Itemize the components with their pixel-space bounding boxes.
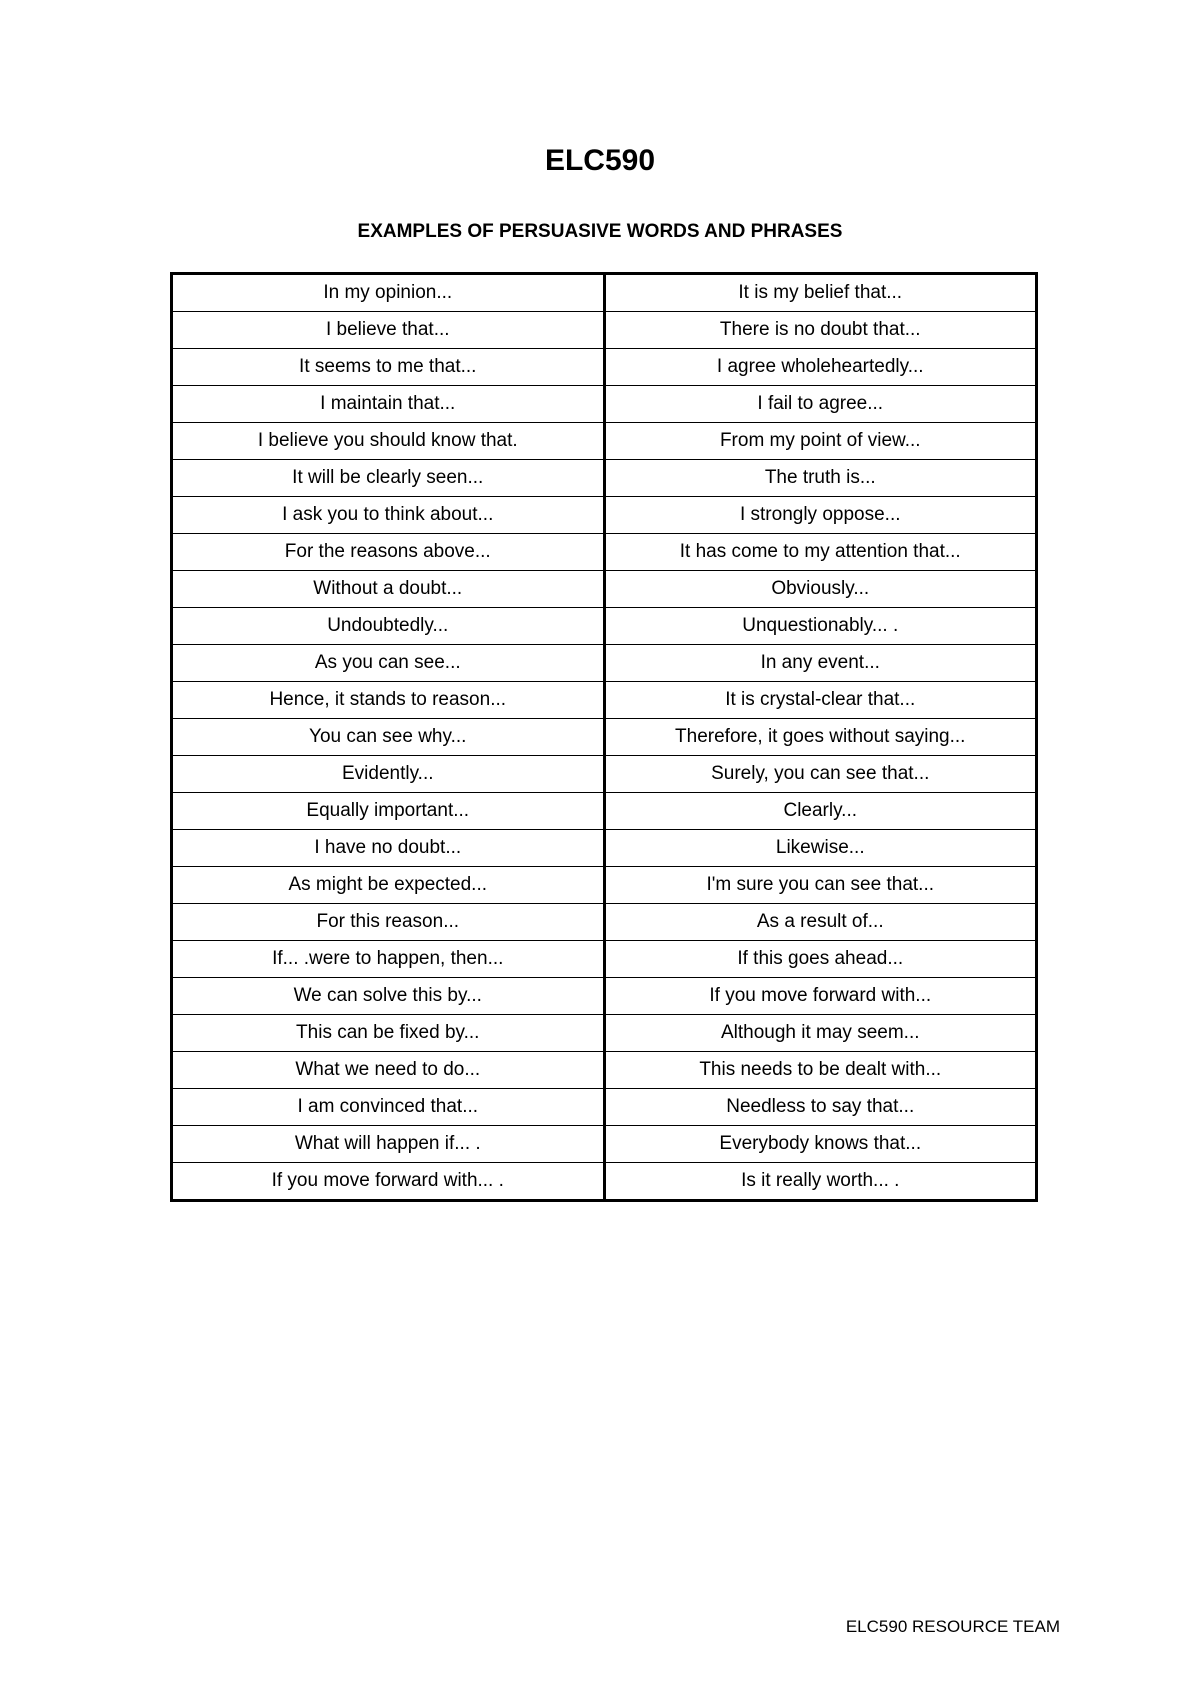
table-row (172, 867, 1037, 904)
table-row (172, 1089, 1037, 1126)
phrase-cell-right: Everybody knows that... (604, 1126, 1037, 1163)
phrase-cell-right: I'm sure you can see that... (604, 867, 1037, 904)
phrase-cell-left: Equally important... (172, 793, 605, 830)
phrase-cell-left: I ask you to think about... (172, 497, 605, 534)
table-row (172, 793, 1037, 830)
phrase-cell-left: For this reason... (172, 904, 605, 941)
table-row (172, 1163, 1037, 1201)
phrase-cell-left: I believe that... (172, 312, 605, 349)
footer-text: ELC590 RESOURCE TEAM (845, 1617, 1060, 1636)
phrase-cell-left: This can be fixed by... (172, 1015, 605, 1052)
phrase-cell-left: What we need to do... (172, 1052, 605, 1089)
phrase-cell-right: In any event... (604, 645, 1037, 682)
phrase-cell-right: The truth is... (604, 460, 1037, 497)
phrase-cell-right: It has come to my attention that... (604, 534, 1037, 571)
phrase-cell-left: We can solve this by... (172, 978, 605, 1015)
phrase-cell-right: I strongly oppose... (604, 497, 1037, 534)
page-subtitle: EXAMPLES OF PERSUASIVE WORDS AND PHRASES (357, 221, 843, 242)
phrase-cell-right: Unquestionably... . (604, 608, 1037, 645)
phrase-cell-right: From my point of view... (604, 423, 1037, 460)
phrases-table (170, 272, 1038, 1202)
phrase-cell-right: If you move forward with... (604, 978, 1037, 1015)
phrase-cell-right: There is no doubt that... (604, 312, 1037, 349)
phrase-cell-left: I maintain that... (172, 386, 605, 423)
table-row (172, 978, 1037, 1015)
table-row (172, 386, 1037, 423)
table-row (172, 274, 1037, 312)
table-row (172, 460, 1037, 497)
table-row (172, 534, 1037, 571)
table-row (172, 1015, 1037, 1052)
page-title: ELC590 (544, 144, 656, 177)
table-row (172, 1126, 1037, 1163)
phrase-cell-right: I fail to agree... (604, 386, 1037, 423)
phrase-cell-right: Clearly... (604, 793, 1037, 830)
table-row (172, 830, 1037, 867)
phrase-cell-right: If this goes ahead... (604, 941, 1037, 978)
phrase-cell-left: As you can see... (172, 645, 605, 682)
table-row (172, 645, 1037, 682)
phrase-cell-right: It is my belief that... (604, 274, 1037, 312)
phrase-cell-right: As a result of... (604, 904, 1037, 941)
phrase-cell-left: You can see why... (172, 719, 605, 756)
table-row (172, 312, 1037, 349)
table-row (172, 1052, 1037, 1089)
phrase-cell-left: In my opinion... (172, 274, 605, 312)
table-row (172, 349, 1037, 386)
phrase-cell-right: Surely, you can see that... (604, 756, 1037, 793)
phrase-cell-left: Undoubtedly... (172, 608, 605, 645)
table-row (172, 608, 1037, 645)
table-row (172, 904, 1037, 941)
phrases-table-body (172, 274, 1037, 1201)
phrase-cell-left: As might be expected... (172, 867, 605, 904)
phrase-cell-right: Obviously... (604, 571, 1037, 608)
phrase-cell-left: If... .were to happen, then... (172, 941, 605, 978)
table-row (172, 941, 1037, 978)
table-row (172, 719, 1037, 756)
phrase-cell-left: I have no doubt... (172, 830, 605, 867)
phrase-cell-left: Hence, it stands to reason... (172, 682, 605, 719)
phrase-cell-left: What will happen if... . (172, 1126, 605, 1163)
phrase-cell-right: I agree wholeheartedly... (604, 349, 1037, 386)
phrase-cell-right: This needs to be dealt with... (604, 1052, 1037, 1089)
phrase-cell-right: It is crystal-clear that... (604, 682, 1037, 719)
table-row (172, 756, 1037, 793)
phrase-cell-right: Likewise... (604, 830, 1037, 867)
table-row (172, 571, 1037, 608)
phrase-cell-left: If you move forward with... . (172, 1163, 605, 1201)
phrase-cell-left: Without a doubt... (172, 571, 605, 608)
phrase-cell-left: It seems to me that... (172, 349, 605, 386)
phrase-cell-left: For the reasons above... (172, 534, 605, 571)
phrase-cell-left: Evidently... (172, 756, 605, 793)
phrase-cell-right: Therefore, it goes without saying... (604, 719, 1037, 756)
phrase-cell-left: I believe you should know that. (172, 423, 605, 460)
phrase-cell-left: It will be clearly seen... (172, 460, 605, 497)
table-row (172, 682, 1037, 719)
phrase-cell-right: Although it may seem... (604, 1015, 1037, 1052)
table-row (172, 497, 1037, 534)
phrase-cell-left: I am convinced that... (172, 1089, 605, 1126)
table-row (172, 423, 1037, 460)
phrase-cell-right: Needless to say that... (604, 1089, 1037, 1126)
phrase-cell-right: Is it really worth... . (604, 1163, 1037, 1201)
